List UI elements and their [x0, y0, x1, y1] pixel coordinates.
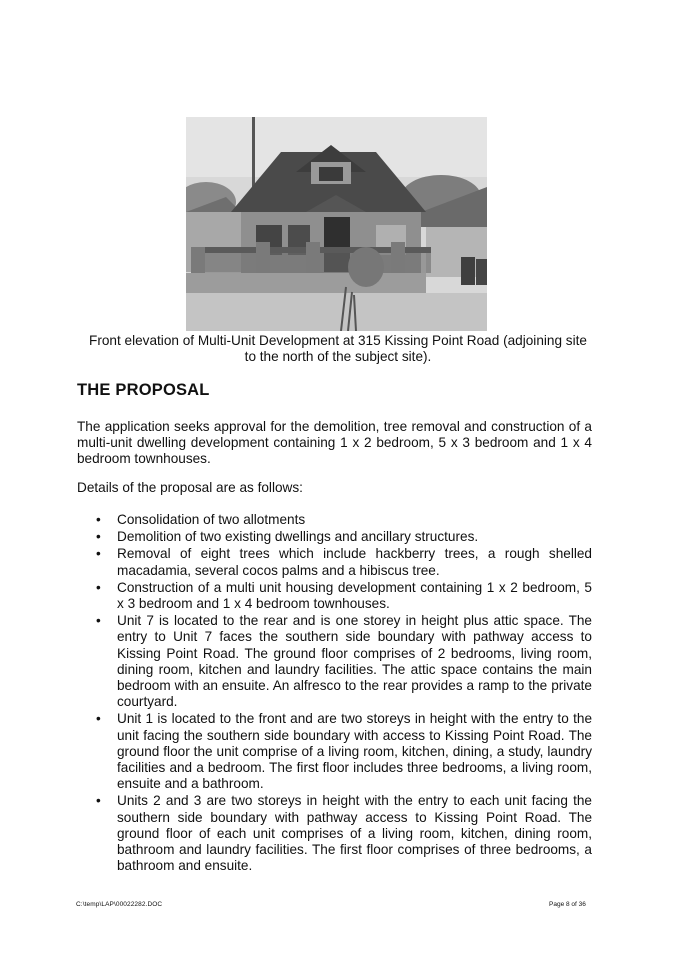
list-item-text: Unit 7 is located to the rear and is one storey in height plus attic space. The entry to Unit 7 faces the southern side boundary with pathway access to Kissing Point Road. The ground floor comprises of 2 bedrooms, living room, dining room, kitchen and laundry facilities. The attic space contains the main bedroom with an ensuite. An alfresco to the rear provides a ramp to the private courtyard. — [117, 613, 592, 710]
caption-line-2: to the north of the subject site). — [244, 349, 432, 364]
bullet-icon: • — [96, 711, 101, 727]
bullet-icon: • — [96, 512, 101, 527]
list-item-text: Consolidation of two allotments — [117, 512, 306, 527]
list-item — [96, 512, 592, 528]
bullet-icon: • — [96, 793, 101, 809]
list-item — [96, 580, 592, 612]
footer-page-number: Page 8 of 36 — [549, 901, 586, 908]
bullet-icon: • — [96, 579, 101, 595]
list-item — [96, 711, 592, 792]
list-item — [96, 793, 592, 874]
list-item-text: Units 2 and 3 are two storeys in height with the entry to each unit facing the southern side boundary with pathway access to Kissing Point Road. The ground floor of each unit comprises of a living room, kitchen, dining room, bathroom and laundry facilities. The first floor comprises of three bedrooms, a bathroom and ensuite. — [117, 793, 592, 874]
list-item — [96, 613, 592, 710]
list-item — [96, 546, 592, 578]
list-item-text: Removal of eight trees which include hackberry trees, a rough shelled macadamia, several cocos palms and a hibiscus tree. — [117, 546, 592, 578]
section-heading: THE PROPOSAL — [77, 381, 210, 399]
bullet-icon: • — [96, 546, 101, 562]
photo-caption — [70, 333, 606, 365]
bullet-icon: • — [96, 529, 101, 545]
caption-line-1: Front elevation of Multi-Unit Development at 315 Kissing Point Road (adjoining site — [89, 333, 587, 348]
details-paragraph: Details of the proposal are as follows: — [77, 480, 303, 495]
intro-paragraph: The application seeks approval for the demolition, tree removal and construction of a multi-unit dwelling development containing 1 x 2 bedroom, 5 x 3 bedroom and 1 x 4 bedroom townhouses. — [77, 419, 592, 467]
footer-file-path: C:\temp\LAP\00022282.DOC — [76, 901, 163, 908]
list-item-text: Construction of a multi unit housing development containing 1 x 2 bedroom, 5 x 3 bedroom and 1 x 4 bedroom townhouses. — [117, 579, 592, 612]
list-item-text: Unit 1 is located to the front and are two storeys in height with the entry to the unit facing the southern side boundary with access to Kissing Point Road. The ground floor the unit comprise of a living room, kitchen, dining, a study, laundry facilities and a bedroom. The first floor includes three bedrooms, a living room, ensuite and a bathroom. — [117, 711, 592, 792]
bullet-icon: • — [96, 613, 101, 629]
house-photo — [186, 117, 487, 331]
list-item — [96, 529, 592, 545]
list-item-text: Demolition of two existing dwellings and ancillary structures. — [117, 529, 479, 545]
proposal-list — [96, 512, 592, 875]
